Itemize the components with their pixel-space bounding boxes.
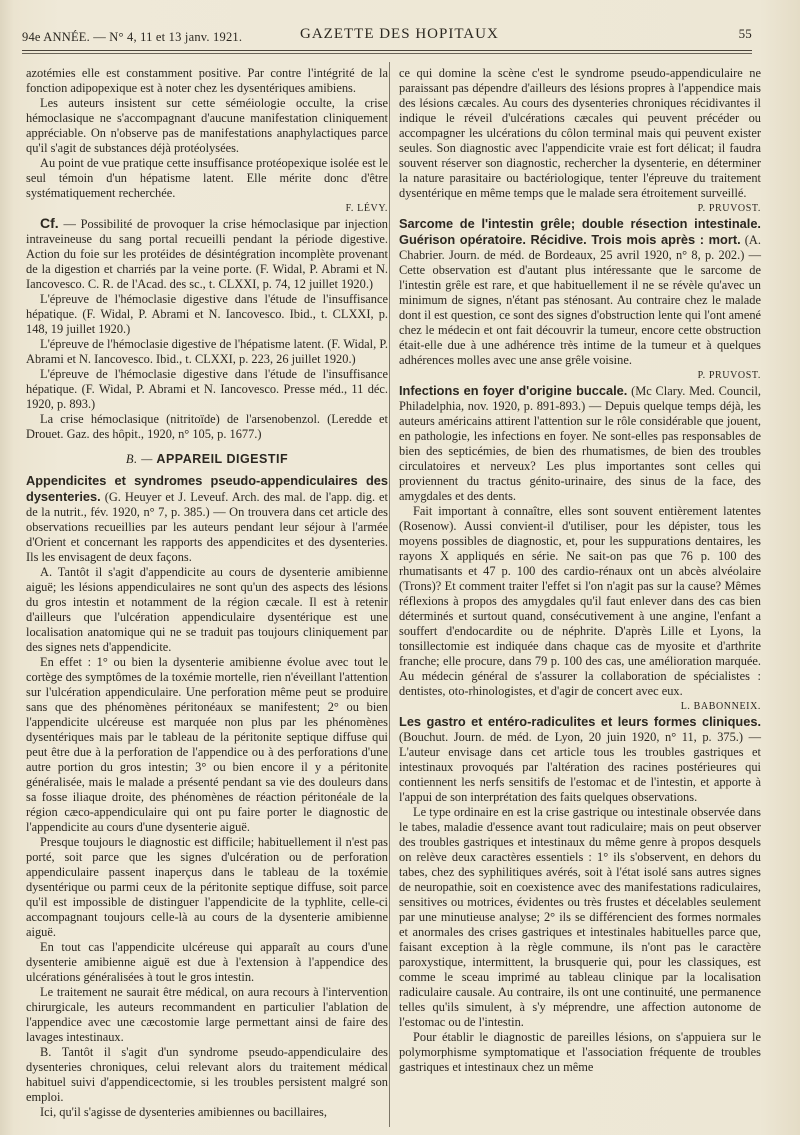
paragraph: Presque toujours le diagnostic est difficile; habituellement il n'est pas porté, soit parce que les signes d'ulcération ou de perforation appendiculaire passent inaperçus dans le tableau de la toxémie dysentérique ou parmi ceux de la péritonite septique diffuse, soit parce qu'il est impossible de distinguer l'appendicite de la typhlite, celle-ci accompagnant toujours celle-là au cours de la dysenterie amibienne aiguë.: [26, 835, 388, 939]
paragraph: La crise hémoclasique (nitritoïde) de l'arsenobenzol. (Leredde et Drouet. Gaz. des hôpit., 1920, n° 105, p. 1677.): [26, 412, 388, 441]
article-text: (G. Heuyer et J. Leveuf. Arch. des mal. de l'app. dig. et de la nutrit., fév. 1920, n° 7, p. 385.) — On trouvera dans cet article des observations recueillies par les auteurs pendant leur séjour à l'armée d'Orient et concernant les rapports des appendicites et des dysenteries. Ils les envisagent de deux façons.: [26, 490, 388, 564]
paragraph: Le traitement ne saurait être médical, on aura recours à l'intervention chirurgicale, les auteurs recommandent en particulier l'ablation de l'appendice avec une cæcostomie large permettant ainsi de faire des lavages intestinaux.: [26, 985, 388, 1044]
section-heading: [26, 452, 388, 467]
section-letter: B. —: [125, 452, 153, 466]
section-name: APPAREIL DIGESTIF: [156, 452, 289, 466]
article-text: (Bouchut. Journ. de méd. de Lyon, 20 juin 1920, n° 11, p. 375.) — L'auteur envisage dans cet article tous les troubles gastriques et intestinaux provoqués par l'altération des racines postérieures qui contiennent les nerfs sensitifs de l'estomac et de l'intestin, et apporte à l'appui de son interprétation des faits quelques observations.: [399, 730, 761, 804]
article-text: (A. Chabrier. Journ. de méd. de Bordeaux, 25 avril 1920, n° 8, p. 202.) — Cette observation est d'autant plus intéressante que le sarcome de l'intestin grêle est rare, et que habituellement il ne se révèle qu'avec un minimum de signes, n'étant pas sténosant. Au contraire chez le malade dont il est question, ce sont des signes d'obstruction lente qui l'ont amené chez le médecin et ont fait découvrir la tumeur, encore cette obstruction était-elle due à une adhérence très intime de la tumeur et à quelques adhérences molles avec une anse grêle voisine.: [399, 233, 762, 367]
paragraph: Fait important à connaître, elles sont souvent entièrement latentes (Rosenow). Aussi convient-il d'utiliser, pour les dépister, tous les moyens possibles de diagnostic, et, pour les suppurations dentaires, les rayons X appliqués en série. Ne sait-on pas que 76 p. 100 des rhumatisants et 47 p. 100 des cardio-rénaux ont un abcès alvéolaire (Trons)? Et comment traiter l'effet si l'on n'agit pas sur la cause? Mêmes réflexions à propos des amygdales qu'il faut enlever dans des cas bien déterminés et surtout quand, consécutivement à une angine, l'enfant a souffert d'endocardite ou de néphrite. D'après Lille et Lyons, la tonsillectomie est indiquée dans chaque cas de myosite et d'arthrite franche; elle procure, dans 79 p. 100 des cas, une amélioration marquée. Au médecin général de s'assurer la collaboration de spécialistes : dentistes, oto-rhinologistes, et d'agir de concert avec eux.: [399, 504, 761, 698]
article-title: Les gastro et entéro-radiculites et leurs formes cliniques.: [399, 714, 761, 729]
paragraph: ce qui domine la scène c'est le syndrome pseudo-appendiculaire ne paraissant pas dépendre d'ailleurs des lésions propres à l'appendice mais des lésions cæcales. Au cours des dysenteries chroniques récidivantes il indique le réveil d'ulcérations cæcales qui peuvent précéder ou accompagner les ulcérations du côlon terminal mais qui peuvent exister seules. Son diagnostic avec l'appendicite vraie est fort délicat; il faudra souvent réserver son diagnostic, rechercher la dysenterie, en déterminer la nature parasitaire ou bactériologique, tenter l'épreuve du traitement dysentérique en même temps que le malade sera étroitement surveillé.: [399, 66, 761, 200]
article-title: Infections en foyer d'origine buccale.: [399, 383, 628, 398]
paragraph: L'épreuve de l'hémoclasie digestive dans l'étude de l'insuffisance hépatique. (F. Widal, P. Abrami et N. Iancovesco. Ibid., t. CLXXI, p. 148, 19 juillet 1920.): [26, 292, 388, 336]
page-header: [22, 26, 752, 48]
paragraph: A. Tantôt il s'agit d'appendicite au cours de dysenterie amibienne aiguë; les lésions appendiculaires ne sont qu'un des aspects des lésions du gros intestin et notamment de la région cæcale. Il est à retenir d'ailleurs que l'ulcération appendiculaire dysentérique est une localisation anatomique qui ne se traduit pas toujours cliniquement par des signes nets d'appendicite.: [26, 565, 388, 654]
paragraph: Ici, qu'il s'agisse de dysenteries amibiennes ou bacillaires,: [40, 1105, 327, 1119]
article-title: Sarcome de l'intestin grêle; double résection intestinale. Guérison opératoire. Récidive. Trois mois après : mort.: [399, 216, 761, 247]
paragraph: En tout cas l'appendicite ulcéreuse qui apparaît au cours d'une dysenterie amibienne aiguë est due à l'extension à l'appendice des ulcérations généralisées à tout le gros intestin.: [26, 940, 388, 984]
author-signature: P. PRUVOST.: [697, 203, 761, 214]
paragraph: Pour établir le diagnostic de pareilles lésions, on s'appuiera sur le polymorphisme symptomatique et l'association fréquente de troubles gastriques et intestinaux chez un même: [399, 1030, 761, 1074]
journal-title: GAZETTE DES HOPITAUX: [300, 26, 499, 42]
paragraph: L'épreuve de l'hémoclasie digestive de l'hépatisme latent. (F. Widal, P. Abrami et N. Iancovesco. Ibid., t. CLXXI, p. 223, 26 juillet 1920.): [26, 337, 388, 366]
issue-info: 94e ANNÉE. — N° 4, 11 et 13 janv. 1921.: [22, 30, 243, 44]
paragraph: Les auteurs insistent sur cette séméiologie occulte, la crise hémoclasique ne s'accompagnant d'aucune manifestation cliniquement appréciable. On n'observe pas de manifestations anaphylactiques parce qu'il s'agit de substances déjà protéolysées.: [26, 96, 388, 155]
article-title: Appendicites et syndromes pseudo-appendiculaires des dysenteries.: [26, 473, 388, 504]
column-divider: [389, 62, 390, 1127]
cf-label: Cf.: [40, 215, 59, 231]
paragraph: L'épreuve de l'hémoclasie digestive dans l'étude de l'insuffisance hépatique. (F. Widal, P. Abrami et N. Iancovesco. Presse méd., 11 déc. 1920, p. 893.): [26, 367, 388, 411]
paragraph: En effet : 1° ou bien la dysenterie amibienne évolue avec tout le cortège des symptômes de la toxémie mortelle, rien n'éveillant l'attention sur l'ulcération appendiculaire. Une perforation même peut se produire sans que des phénomènes péritonéaux se manifestent; 2° ou bien l'appendicite ulcéreuse est marquée non plus par les phénomènes dysentériques mais par le tableau de la péritonite septique diffuse qui peut être due à la perforation de l'appendice ou à des perforations d'une autre portion du gros intestin; 3° ou bien encore il y a péritonite généralisée, mais le malade a présenté pendant sa vie des douleurs dans sa fosse iliaque droite, des phénomènes de réaction péritonéale de la région cæco-appendiculaire qui ont pu faire porter le diagnostic de l'appendicite au cours d'une dysenterie aiguë.: [26, 655, 388, 834]
paragraph: azotémies elle est constamment positive. Par contre l'intégrité de la fonction adipopexique est à noter chez les dysentériques amibiens.: [26, 66, 388, 95]
article-text: (Mc Clary. Med. Council, Philadelphia, nov. 1920, p. 891-893.) — Depuis quelque temps déjà, les auteurs américains attirent l'attention sur le rôle considérable que jouent, en pathologie, les infections en foyer. Ne sont-elles pas responsables de bien des septicémies, de bien des rhumatismes, de bien des troubles circulatoires et nerveux? Les plus importantes sont celles qui proviennent du tractus génito-urinaire, des sinus de la face, des amygdales et des dents.: [399, 384, 761, 503]
author-signature: L. BABONNEIX.: [680, 701, 761, 712]
cf-text: — Possibilité de provoquer la crise hémoclasique par injection intraveineuse du sang portal recueilli pendant la période digestive. Action du foie sur les protéides de désintégration incomplète provenant de la digestion et charriés par la veine porte. (F. Widal, P. Abrami et N. Iancovesco. C. R. de l'Acad. des sc., t. CLXXI, p. 74, 12 juillet 1920.): [26, 217, 389, 291]
author-signature: P. PRUVOST.: [697, 370, 761, 381]
left-column: [26, 66, 388, 1120]
right-column: [399, 66, 761, 1075]
author-signature: F. LÉVY.: [345, 203, 388, 214]
paragraph: Le type ordinaire en est la crise gastrique ou intestinale observée dans le tabes, maladie d'essence avant tout radiculaire; mais on peut observer des troubles gastriques et intestinaux du même genre à propos desquels on relève deux caractères essentiels : 1° ils s'observent, en dehors du tabes, chez des syphilitiques avérés, soit à l'état isolé sans autres signes de neuropathie, soit en coexistence avec des manifestations radiculaires, sensitives ou motrices, évidentes ou très frustes et décelables seulement par une minutieuse analyse; 2° ils se différencient des formes normales et anormales des crises gastriques et intestinales habituelles parce que, faisant exception à la règle commune, ils n'ont pas le caractère paroxystique, intermittent, la brusquerie qui, pour les classiques, est comme le sceau imprimé au tableau clinique par la localisation radiculaire causale. Au contraire, ils ont une continuité, une permanence telles qu'ils simulent, à s'y méprendre, une affection autonome de l'estomac ou de l'intestin.: [399, 805, 761, 1029]
header-rule-thin: [22, 53, 752, 54]
header-rule: [22, 50, 752, 51]
paragraph: B. Tantôt il s'agit d'un syndrome pseudo-appendiculaire des dysenteries chroniques, celui relevant alors du traitement médical habituel suivi d'appendicectomie, si les troubles persistent malgré son emploi.: [26, 1045, 388, 1104]
page-number: 55: [738, 26, 752, 41]
paragraph-cf: [26, 216, 388, 292]
paragraph: Au point de vue pratique cette insuffisance protéopexique isolée est le seul témoin d'un hépatisme latent. Elle mérite donc d'être systématiquement recherchée.: [26, 156, 388, 200]
